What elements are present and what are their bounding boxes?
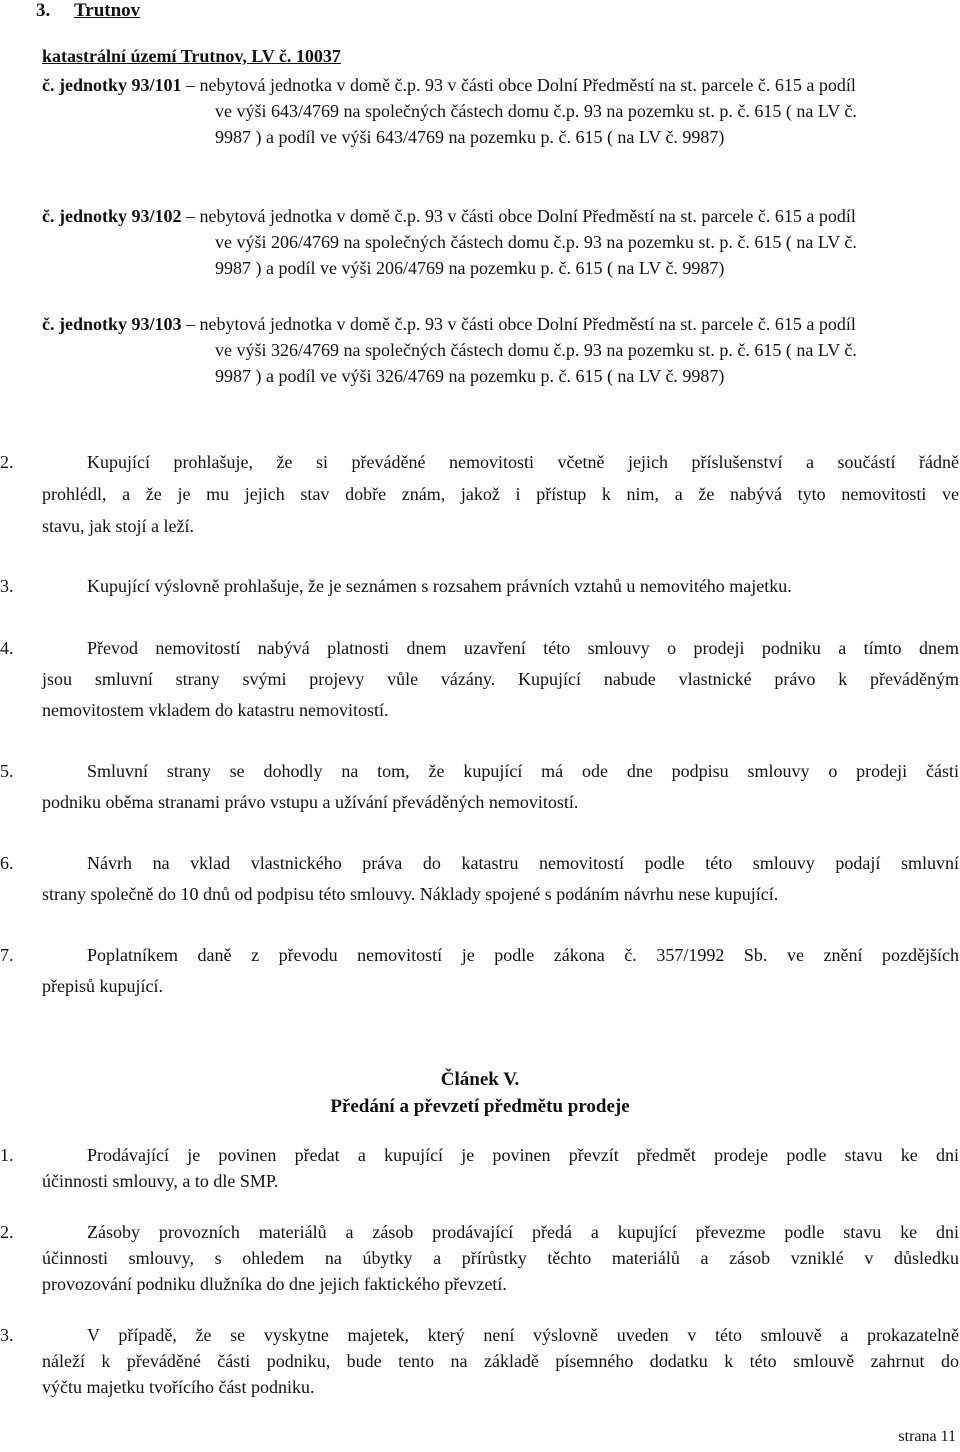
paragraph-line: strany společně do 10 dnů od podpisu této smlouvy. Náklady spojené s podáním návrhu nese kupující. (42, 884, 779, 904)
paragraph-line: výčtu majetku tvořícího část podniku. (42, 1377, 315, 1397)
paragraph-line: Kupující výslovně prohlašuje, že je seznámen s rozsahem právních vztahů u nemovitého majetku. (87, 576, 792, 596)
unit-line-1 (42, 75, 856, 95)
paragraph-number: 2. (0, 452, 14, 472)
unit-line-1 (42, 206, 856, 226)
page-number: strana 11 (898, 1428, 956, 1445)
paragraph-number: 3. (0, 576, 14, 596)
paragraph-line: Návrh na vklad vlastnického práva do katastru nemovitostí podle této smlouvy podají smluvní (87, 853, 959, 873)
paragraph-line: provozování podniku dlužníka do dne jejich faktického převzetí. (42, 1274, 507, 1294)
paragraph-number: 4. (0, 638, 14, 658)
paragraph-line: podniku oběma stranami právo vstupu a užívání převáděných nemovitostí. (42, 792, 579, 812)
paragraph-line: Kupující prohlašuje, že si převáděné nemovitosti včetně jejich příslušenství a součástí řádně (87, 452, 959, 472)
unit-desc: – nebytová jednotka v domě č.p. 93 v části obce Dolní Předměstí na st. parcele č. 615 a podíl (181, 75, 856, 95)
paragraph-line: účinnosti smlouvy, a to dle SMP. (42, 1171, 279, 1191)
unit-line-3: 9987 ) a podíl ve výši 326/4769 na pozemku p. č. 615 ( na LV č. 9987) (215, 366, 725, 386)
unit-line-3: 9987 ) a podíl ve výši 643/4769 na pozemku p. č. 615 ( na LV č. 9987) (215, 127, 725, 147)
paragraph-line: Prodávající je povinen předat a kupující je povinen převzít předmět prodeje podle stavu ke dni (87, 1145, 959, 1165)
unit-line-2: ve výši 206/4769 na společných částech domu č.p. 93 na pozemku st. p. č. 615 ( na LV č. (215, 232, 857, 252)
unit-line-1 (42, 314, 856, 334)
paragraph-line: stavu, jak stojí a leží. (42, 516, 194, 536)
unit-head: č. jednotky 93/102 (42, 206, 182, 226)
section-number: 3. (36, 0, 51, 21)
section-title: Trutnov (74, 0, 141, 21)
paragraph-line: Převod nemovitostí nabývá platnosti dnem uzavření této smlouvy o prodeji podniku a tímto dnem (87, 638, 959, 658)
paragraph-line: V případě, že se vyskytne majetek, který není výslovně uveden v této smlouvě a prokazatelně (87, 1325, 959, 1345)
paragraph-line: účinnosti smlouvy, s ohledem na úbytky a přírůstky těchto materiálů a zásob vzniklé v důsledku (42, 1248, 959, 1268)
unit-head: č. jednotky 93/101 (42, 75, 182, 95)
paragraph-line: přepisů kupující. (42, 976, 163, 996)
paragraph-line: Poplatníkem daně z převodu nemovitostí je podle zákona č. 357/1992 Sb. ve znění pozdějších (87, 945, 959, 965)
paragraph-number: 6. (0, 853, 14, 873)
article-title: Článek V. (440, 1069, 520, 1090)
paragraph-number: 1. (0, 1145, 14, 1165)
paragraph-line: Zásoby provozních materiálů a zásob prodávající předá a kupující převezme podle stavu ke dni (87, 1222, 959, 1242)
paragraph-line: Smluvní strany se dohodly na tom, že kupující má ode dne podpisu smlouvy o prodeji části (87, 761, 959, 781)
paragraph-number: 5. (0, 761, 14, 781)
paragraph-line: jsou smluvní strany svými projevy vůle vázány. Kupující nabude vlastnické právo k převáděným (42, 669, 959, 689)
unit-line-3: 9987 ) a podíl ve výši 206/4769 na pozemku p. č. 615 ( na LV č. 9987) (215, 258, 725, 278)
paragraph-line: nemovitostem vkladem do katastru nemovitostí. (42, 700, 389, 720)
paragraph-number: 3. (0, 1325, 14, 1345)
unit-line-2: ve výši 326/4769 na společných částech domu č.p. 93 na pozemku st. p. č. 615 ( na LV č. (215, 340, 857, 360)
paragraph-line: prohlédl, a že je mu jejich stav dobře znám, jakož i přístup k nim, a že nabývá tyto nemovitosti ve (42, 484, 959, 504)
unit-head: č. jednotky 93/103 (42, 314, 182, 334)
unit-desc: – nebytová jednotka v domě č.p. 93 v části obce Dolní Předměstí na st. parcele č. 615 a podíl (181, 314, 856, 334)
paragraph-number: 7. (0, 945, 14, 965)
unit-line-2: ve výši 643/4769 na společných částech domu č.p. 93 na pozemku st. p. č. 615 ( na LV č. (215, 101, 857, 121)
unit-desc: – nebytová jednotka v domě č.p. 93 v části obce Dolní Předměstí na st. parcele č. 615 a podíl (181, 206, 856, 226)
article-subtitle: Předání a převzetí předmětu prodeje (330, 1096, 630, 1117)
paragraph-number: 2. (0, 1222, 14, 1242)
cadastral-area: katastrální území Trutnov, LV č. 10037 (42, 46, 341, 66)
paragraph-line: náleží k převáděné části podniku, bude tento na základě písemného dodatku k této smlouvě zahrnut do (42, 1351, 959, 1371)
